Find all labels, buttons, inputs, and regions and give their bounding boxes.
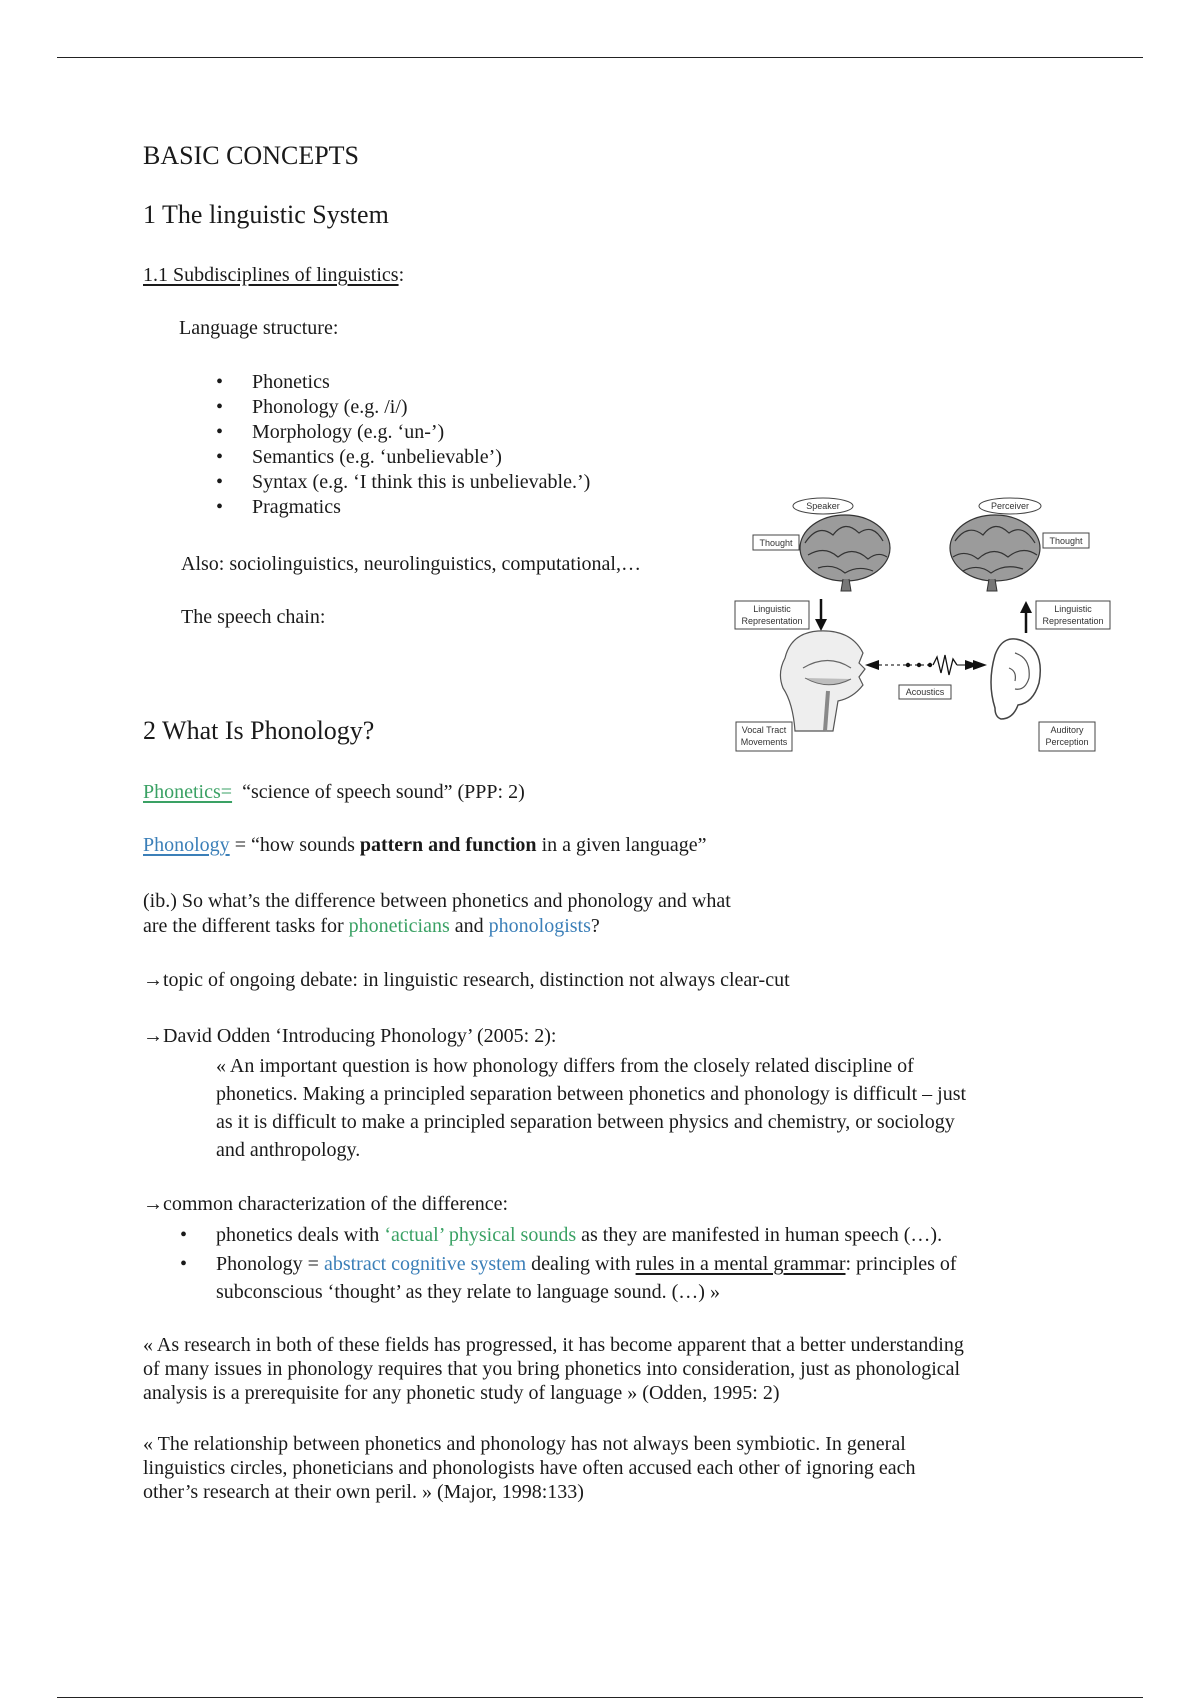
section-2-title: 2 What Is Phonology?: [143, 716, 375, 745]
list-item: • Syntax (e.g. ‘I think this is unbelievable.’): [216, 470, 590, 495]
speaker-brain-icon: [800, 515, 890, 591]
acoustic-signal: [865, 655, 987, 675]
ear-icon: [991, 639, 1040, 719]
svg-text:Vocal Tract: Vocal Tract: [741, 725, 787, 735]
top-rule: [57, 57, 1143, 58]
arrow-up-icon: [1020, 601, 1032, 633]
question-line-1: (ib.) So what’s the difference between phonetics and phonology and what: [143, 890, 731, 912]
odden-reference: →David Odden ‘Introducing Phonology’ (2005: 2):: [143, 1025, 557, 1047]
phoneticians-term: phoneticians: [348, 915, 450, 937]
linguistic-representation-right: [1036, 601, 1110, 629]
subsection-title-text: 1.1 Subdisciplines of linguistics: [143, 264, 399, 286]
language-structure-label: Language structure:: [179, 317, 339, 339]
acoustics-box: [899, 685, 951, 699]
phonologists-term: phonologists: [488, 915, 591, 937]
perceiver-oval: [979, 498, 1041, 514]
phonology-definition: [143, 833, 707, 858]
svg-text:Linguistic: Linguistic: [1054, 604, 1092, 614]
difference-list: [180, 1221, 957, 1305]
common-characterization: →common characterization of the difference:: [143, 1193, 509, 1215]
svg-text:Acoustics: Acoustics: [905, 687, 945, 697]
vocal-tract-box: [736, 722, 792, 751]
thought-box-left: [753, 535, 799, 550]
svg-text:Representation: Representation: [1042, 616, 1104, 626]
phonetics-term: Phonetics=: [143, 781, 233, 803]
svg-text:Thought: Thought: [759, 538, 793, 548]
perceiver-brain-icon: [950, 515, 1040, 591]
phonology-rest: in a given language”: [536, 834, 707, 856]
section-1-title: 1 The linguistic System: [143, 200, 389, 229]
question-line-2: are the different tasks for phoneticians and phonologists?: [143, 915, 600, 937]
auditory-perception-box: [1039, 722, 1095, 751]
thought-box-right: [1043, 533, 1089, 548]
perceiver-label: Perceiver: [990, 501, 1030, 511]
svg-text:Movements: Movements: [740, 737, 788, 747]
list-item: • Morphology (e.g. ‘un-’): [216, 420, 590, 445]
bottom-rule: [57, 1697, 1143, 1698]
svg-text:Perception: Perception: [1045, 737, 1089, 747]
phonetics-def-text: “science of speech sound” (PPP: 2): [232, 781, 525, 803]
phonology-bold: pattern and function: [359, 834, 537, 856]
arrow-down-icon: [815, 599, 827, 631]
list-item: • phonetics deals with ‘actual’ physical sounds as they are manifested in human speech (…).: [180, 1221, 957, 1250]
svg-text:Auditory: Auditory: [1050, 725, 1084, 735]
svg-text:Representation: Representation: [741, 616, 803, 626]
speaker-label: Speaker: [806, 501, 840, 511]
speech-chain-diagram: [733, 493, 1113, 755]
svg-text:Linguistic: Linguistic: [753, 604, 791, 614]
list-item: • Phonetics: [216, 370, 590, 395]
subsection-title: [143, 263, 404, 288]
also-line: Also: sociolinguistics, neurolinguistics, computational,…: [181, 553, 641, 575]
linguistic-representation-left: [735, 601, 809, 629]
odden-quote: « An important question is how phonology differs from the closely related discipline of phonetics. Making a principled separation between phonetics and phonology is difficult – just as it is difficult to make a principled separation between physics and chemistry, or sociology and anthropology.: [216, 1055, 967, 1161]
phonetics-definition: [143, 780, 525, 805]
page-heading: BASIC CONCEPTS: [143, 141, 359, 170]
list-item: • Semantics (e.g. ‘unbelievable’): [216, 445, 590, 470]
odden-1995-quote: « As research in both of these fields has progressed, it has become apparent that a better understanding of many issues in phonology requires that you bring phonetics into consideration, just as phonological analysis is a prerequisite for any phonetic study of language » (Odden, 1995: 2): [143, 1334, 964, 1404]
svg-text:Thought: Thought: [1049, 536, 1083, 546]
vocal-tract-icon: [780, 631, 865, 731]
phonology-eq: = “how sounds: [229, 834, 360, 856]
speech-chain-label: The speech chain:: [181, 606, 326, 628]
list-item: • Phonology = abstract cognitive system dealing with rules in a mental grammar: principles of subconscious ‘thought’ as they relate to language sound. (…) »: [180, 1250, 957, 1305]
subdisciplines-list: [216, 370, 590, 520]
list-item: • Phonology (e.g. /i/): [216, 395, 590, 420]
subsection-colon: :: [398, 264, 405, 286]
list-item: • Pragmatics: [216, 495, 590, 520]
phonology-term: Phonology: [143, 834, 230, 856]
debate-line: →topic of ongoing debate: in linguistic research, distinction not always clear-cut: [143, 969, 790, 991]
speaker-oval: [793, 498, 853, 514]
major-quote: « The relationship between phonetics and phonology has not always been symbiotic. In general linguistics circles, phoneticians and phonologists have often accused each other of ignoring each other’s research at their own peril. » (Major, 1998:133): [143, 1433, 916, 1503]
